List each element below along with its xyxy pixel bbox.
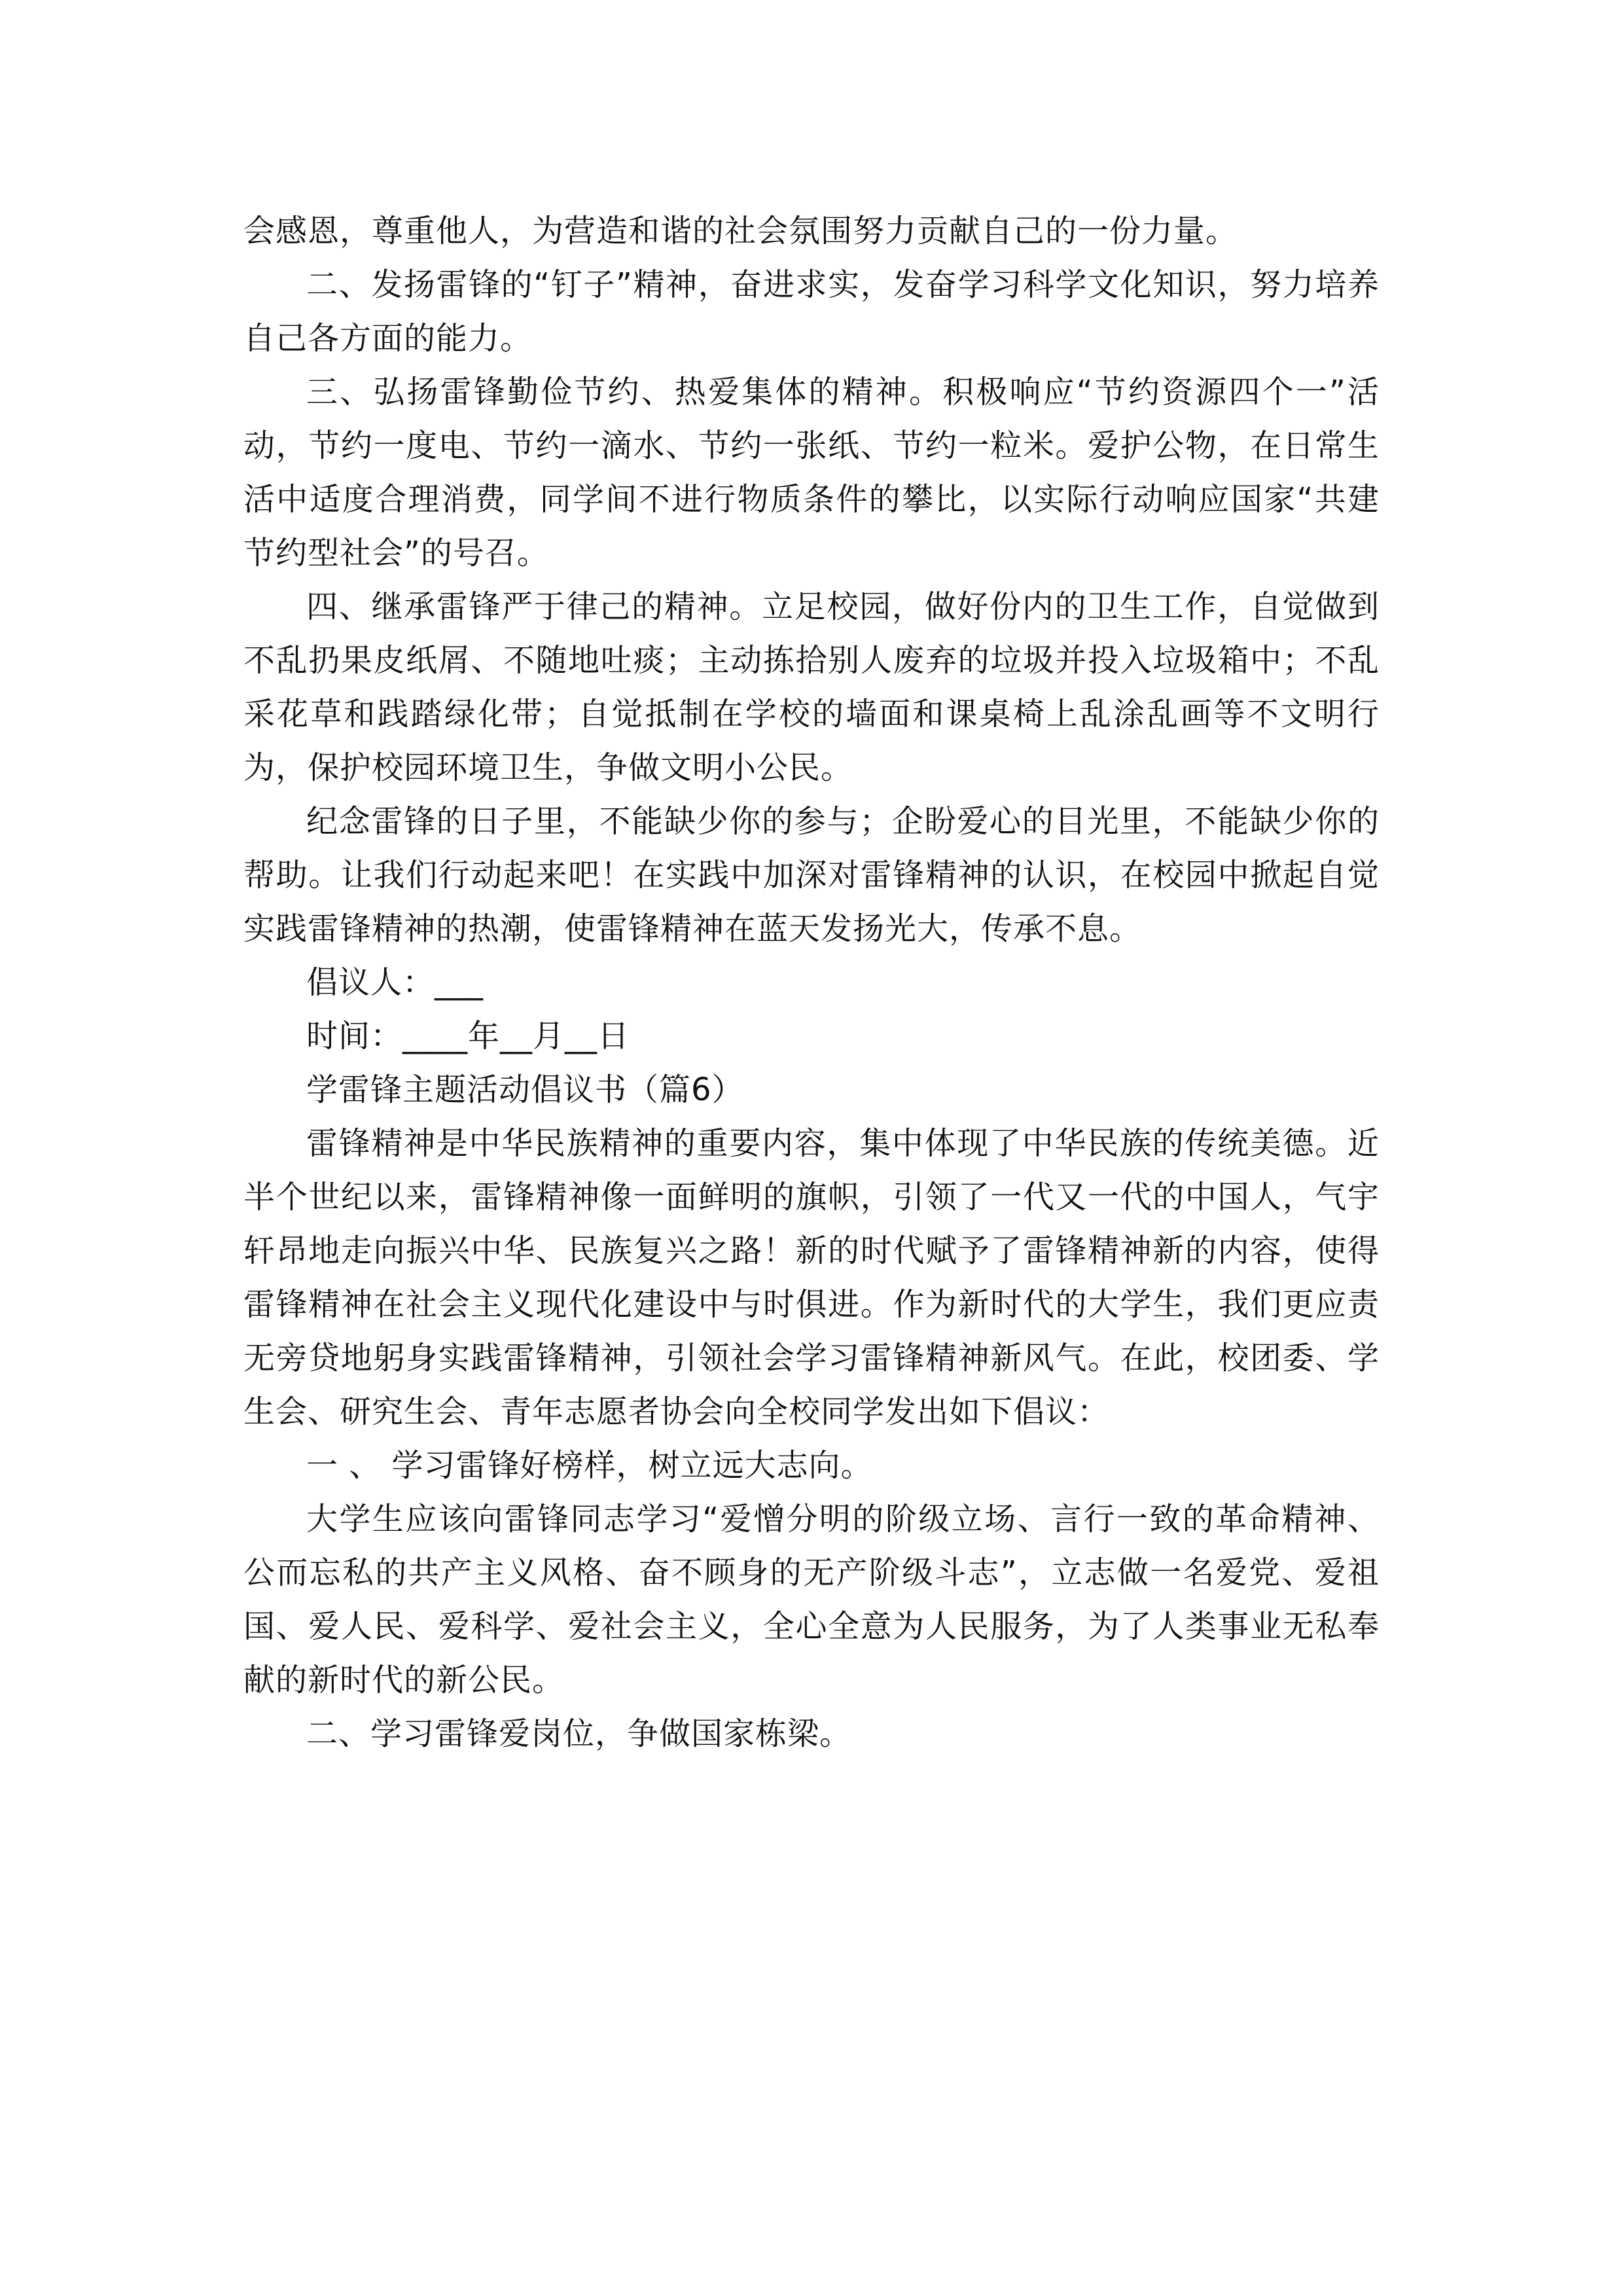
paragraph-10: 一 、 学习雷锋好榜样，树立远大志向。 [306, 1447, 873, 1484]
paragraph-4: 四、继承雷锋严于律己的精神。立足校园，做好份内的卫生工作，自觉做到不乱扔果皮纸屑、不随地吐痰；主动拣拾别人废弃的垃圾并投入垃圾箱中；不乱采花草和践踏绿化带；自觉抵制在学校的墙面和课桌椅上乱涂乱画等不文明行为，保护校园环境卫生，争做文明小公民。 [243, 588, 1380, 786]
paragraph-12: 二、学习雷锋爱岗位，争做国家栋梁。 [306, 1715, 852, 1752]
document-body [243, 204, 1380, 1761]
paragraph-5: 纪念雷锋的日子里，不能缺少你的参与；企盼爱心的目光里，不能缺少你的帮助。让我们行动起来吧！在实践中加深对雷锋精神的认识，在校园中掀起自觉实践雷锋精神的热潮，使雷锋精神在蓝天发扬光大，传承不息。 [243, 803, 1380, 947]
paragraph-2: 二、发扬雷锋的“钉子”精神，奋进求实，发奋学习科学文化知识，努力培养自己各方面的能力。 [243, 266, 1380, 357]
paragraph-9: 雷锋精神是中华民族精神的重要内容，集中体现了中华民族的传统美德。近半个世纪以来，雷锋精神像一面鲜明的旗帜，引领了一代又一代的中国人，气宇轩昂地走向振兴中华、民族复兴之路！新的时代赋予了雷锋精神新的内容，使得雷锋精神在社会主义现代化建设中与时俱进。作为新时代的大学生，我们更应责无旁贷地躬身实践雷锋精神，引领社会学习雷锋精神新风气。在此，校团委、学生会、研究生会、青年志愿者协会向全校同学发出如下倡议： [243, 1125, 1380, 1430]
section-title: 学雷锋主题活动倡议书（篇6） [306, 1071, 744, 1108]
initiator-line: 倡议人：___ [306, 964, 484, 1001]
paragraph-3: 三、弘扬雷锋勤俭节约、热爱集体的精神。积极响应“节约资源四个一”活动，节约一度电、节约一滴水、节约一张纸、节约一粒米。爱护公物，在日常生活中适度合理消费，同学间不进行物质条件的攀比，以实际行动响应国家“共建节约型社会”的号召。 [243, 374, 1380, 571]
paragraph-1: 会感恩，尊重他人，为营造和谐的社会氛围努力贡献自己的一份力量。 [243, 213, 1238, 249]
paragraph-11: 大学生应该向雷锋同志学习“爱憎分明的阶级立场、言行一致的革命精神、公而忘私的共产主义风格、奋不顾身的无产阶级斗志”，立志做一名爱党、爱祖国、爱人民、爱科学、爱社会主义，全心全意为人民服务，为了人类事业无私奉献的新时代的新公民。 [243, 1501, 1380, 1698]
date-line: 时间：____年__月__日 [306, 1018, 630, 1054]
